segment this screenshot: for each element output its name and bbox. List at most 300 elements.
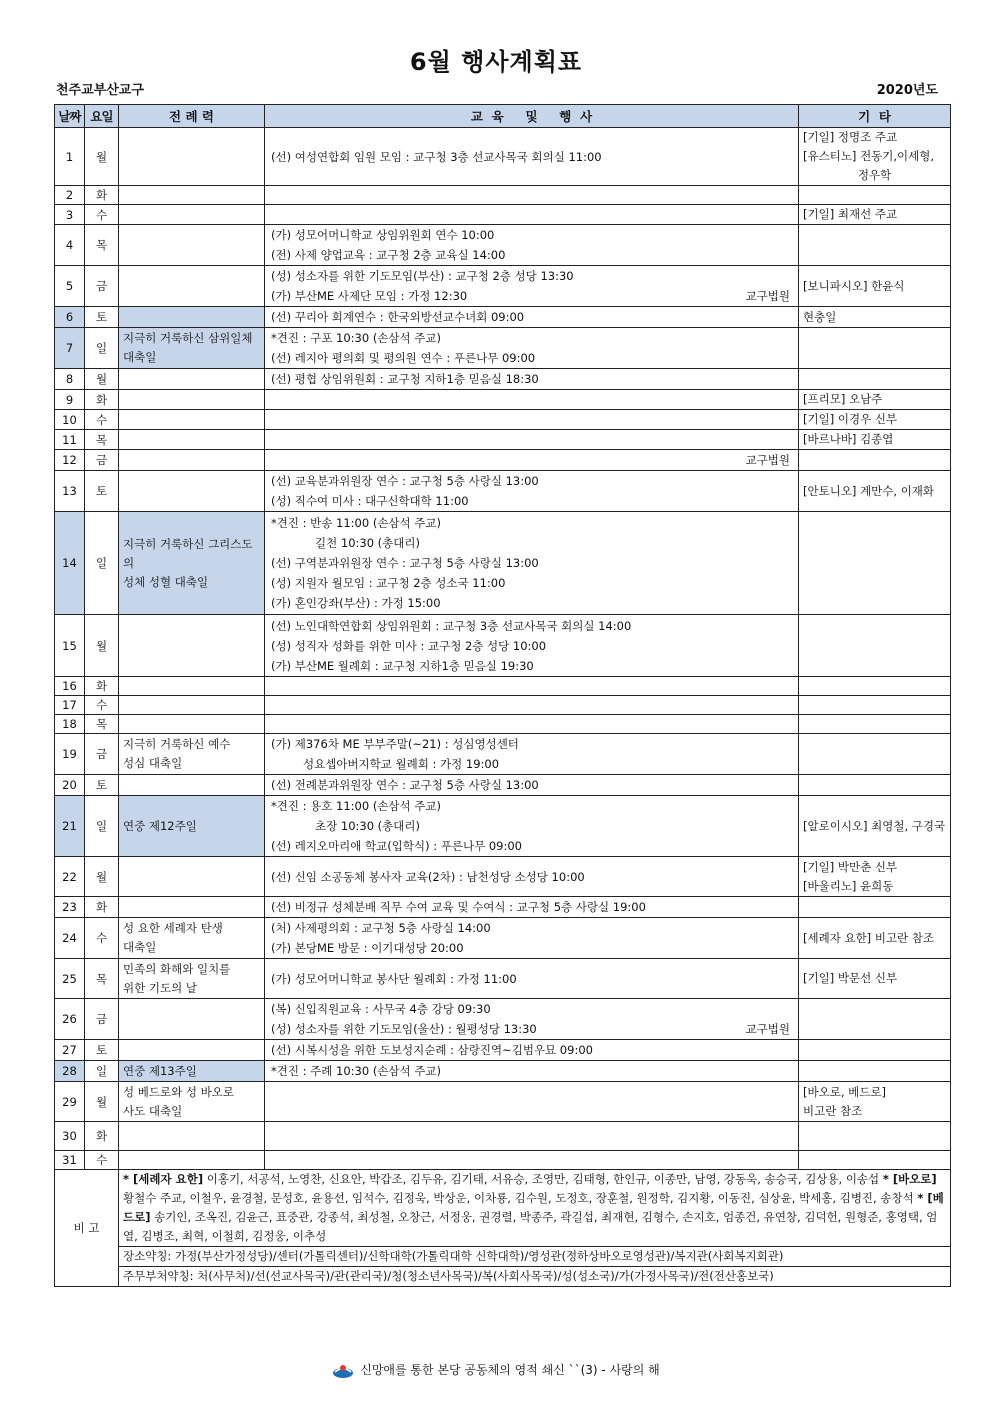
cell-line (269, 471, 794, 491)
cell-line: 연중 제13주일 (123, 1063, 197, 1078)
events-cell (265, 450, 799, 471)
etc-cell (799, 918, 951, 959)
remarks-star-peter: * [베드로] (123, 1191, 944, 1224)
weekday-cell: 화 (85, 390, 119, 410)
table-row (55, 266, 951, 307)
etc-cell (799, 1151, 951, 1170)
table-row (55, 857, 951, 897)
etc-cell (799, 369, 951, 390)
schedule-table (54, 104, 951, 1287)
organization-name: 천주교부산교구 (56, 83, 144, 98)
etc-cell (799, 430, 951, 450)
cell-line: 비고란 참조 (803, 1103, 863, 1118)
weekday-cell: 수 (85, 696, 119, 715)
cell-line (269, 999, 794, 1019)
cell-line (269, 348, 794, 368)
etc-cell (799, 471, 951, 512)
weekday-cell: 일 (85, 328, 119, 369)
cell-line: [세례자 요한] 비고란 참조 (803, 930, 935, 945)
events-cell (265, 430, 799, 450)
event-text: (선) 신임 소공동체 봉사자 교육(2차) : 남천성당 소성당 10:00 (271, 869, 585, 884)
events-cell (265, 328, 799, 369)
date-cell: 5 (55, 266, 85, 307)
liturgy-cell (119, 430, 265, 450)
cell-line (269, 969, 794, 989)
weekday-cell: 금 (85, 999, 119, 1040)
events-cell (265, 307, 799, 328)
footer (0, 1361, 992, 1379)
cell-line: 지극히 거룩하신 삼위일체 (123, 331, 253, 345)
table-row (55, 1082, 951, 1122)
cell-line: 성 요한 세례자 탄생 (123, 921, 223, 935)
events-cell (265, 796, 799, 857)
date-cell: 25 (55, 959, 85, 999)
weekday-cell: 목 (85, 959, 119, 999)
etc-cell (799, 307, 951, 328)
cell-line (269, 897, 794, 917)
remarks-names-john: 이홍기, 서공석, 노영찬, 신요안, 박갑조, 김두유, 김기태, 서유승, 조영만, 김태형, 한인규, 이종만, 남영, 강동욱, 송승국, 김상용, 이송섭 (203, 1172, 883, 1186)
cell-line: 성 베드로와 성 바오로 (123, 1084, 234, 1099)
cell-line (269, 775, 794, 795)
event-text: (가) 부산ME 사제단 모임 : 가정 12:30 (271, 289, 468, 303)
weekday-cell: 토 (85, 471, 119, 512)
date-cell: 15 (55, 615, 85, 677)
events-cell (265, 959, 799, 999)
liturgy-cell (119, 775, 265, 796)
liturgy-cell (119, 512, 265, 615)
weekday-cell: 월 (85, 369, 119, 390)
column-header-weekday: 요일 (85, 105, 119, 128)
column-header-date: 날짜 (55, 105, 85, 128)
weekday-cell: 토 (85, 775, 119, 796)
cell-line: [알로이시오] 최영철, 구경국 (803, 818, 946, 833)
etc-cell (799, 186, 951, 205)
table-row (55, 775, 951, 796)
liturgy-cell (119, 918, 265, 959)
date-cell: 27 (55, 1040, 85, 1061)
cell-line: 대축일 (123, 940, 157, 954)
column-header-events: 교 육 및 행 사 (265, 105, 799, 128)
liturgy-cell (119, 696, 265, 715)
event-text: (선) 교육분과위원장 연수 : 교구청 5층 사랑실 13:00 (271, 474, 539, 488)
etc-cell (799, 1082, 951, 1122)
diocese-logo-icon (332, 1363, 354, 1379)
cell-line: [기일] 이경우 신부 (803, 412, 898, 426)
liturgy-cell (119, 390, 265, 410)
cell-line: 지극히 거룩하신 그리스도의 (123, 536, 253, 570)
cell-line (269, 656, 794, 676)
liturgy-cell (119, 715, 265, 734)
weekday-cell: 화 (85, 677, 119, 696)
cell-line: [기일] 최재선 주교 (803, 207, 898, 221)
events-cell (265, 369, 799, 390)
weekday-cell: 수 (85, 205, 119, 225)
date-cell: 6 (55, 307, 85, 328)
court-note: 교구법원 (745, 1022, 790, 1036)
cell-line: [안토니오] 계만수, 이재화 (803, 483, 935, 498)
table-row (55, 999, 951, 1040)
cell-line (269, 245, 794, 265)
etc-cell (799, 734, 951, 775)
date-cell: 9 (55, 390, 85, 410)
event-text: (복) 신입직원교육 : 사무국 4층 강당 09:30 (271, 1002, 491, 1016)
events-cell (265, 390, 799, 410)
etc-cell (799, 775, 951, 796)
table-row (55, 328, 951, 369)
events-cell (265, 1061, 799, 1082)
event-text: (가) 본당ME 방문 : 이기대성당 20:00 (271, 941, 464, 955)
event-text: (선) 레지아 평의회 및 평의원 연수 : 푸른나무 09:00 (271, 351, 536, 365)
date-cell: 20 (55, 775, 85, 796)
events-cell (265, 999, 799, 1040)
cell-line (269, 147, 794, 167)
etc-cell (799, 390, 951, 410)
remarks-place-abbreviations: 장소약칭: 가정(부산가정성당)/센터(가톨릭센터)/신학대학(가톨릭대학 신학대학)/영성관(정하상바오로영성관)/복지관(사회복지회관) (119, 1247, 951, 1267)
cell-line (269, 593, 794, 613)
event-text: (가) 제376차 ME 부부주말(~21) : 성심영성센터 (271, 737, 519, 751)
table-row (55, 715, 951, 734)
cell-line: 사도 대축일 (123, 1103, 183, 1118)
liturgy-cell (119, 307, 265, 328)
events-cell (265, 696, 799, 715)
cell-line: 연중 제12주일 (123, 818, 197, 833)
court-note: 교구법원 (745, 453, 790, 467)
liturgy-cell (119, 897, 265, 918)
cell-line (269, 754, 794, 774)
column-header-liturgy: 전 례 력 (119, 105, 265, 128)
year-label: 2020년도 (876, 83, 938, 98)
events-cell (265, 1151, 799, 1170)
liturgy-cell (119, 1122, 265, 1151)
event-text: (선) 꾸리아 회계연수 : 한국외방선교수녀회 09:00 (271, 310, 525, 324)
table-row (55, 1122, 951, 1151)
date-cell: 1 (55, 128, 85, 186)
events-cell (265, 266, 799, 307)
date-cell: 10 (55, 410, 85, 430)
table-row (55, 471, 951, 512)
liturgy-cell (119, 205, 265, 225)
cell-line (269, 286, 794, 306)
weekday-cell: 월 (85, 615, 119, 677)
weekday-cell: 수 (85, 1151, 119, 1170)
events-cell (265, 734, 799, 775)
weekday-cell: 월 (85, 1082, 119, 1122)
liturgy-cell (119, 225, 265, 266)
event-text: (선) 비정규 성체분배 직무 수여 교육 및 수여식 : 교구청 5층 사랑실 19:00 (271, 900, 646, 914)
cell-line (269, 796, 794, 816)
table-row (55, 205, 951, 225)
table-row (55, 1061, 951, 1082)
weekday-cell: 수 (85, 410, 119, 430)
cell-line (269, 816, 794, 836)
cell-line: [기일] 정명조 주교 (803, 130, 898, 144)
event-text: (선) 노인대학연합회 상임위원회 : 교구청 3층 선교사목국 회의실 14:00 (271, 618, 632, 633)
etc-cell (799, 1040, 951, 1061)
date-cell: 24 (55, 918, 85, 959)
date-cell: 23 (55, 897, 85, 918)
weekday-cell: 화 (85, 186, 119, 205)
cell-line: [바오로, 베드로] (803, 1084, 886, 1099)
event-text: (성) 성소자를 위한 기도모임(울산) : 월평성당 13:30 (271, 1022, 537, 1036)
etc-cell (799, 715, 951, 734)
cell-line (269, 450, 794, 470)
events-cell (265, 471, 799, 512)
weekday-cell: 월 (85, 857, 119, 897)
liturgy-cell (119, 734, 265, 775)
remarks-names-paul: 황철수 주교, 이철우, 윤경철, 문성호, 윤용선, 임석수, 김정욱, 박상운, 이차룡, 김수원, 도정호, 장훈철, 원정학, 김지황, 이동진, 심상윤, 박세홍, 김병진, 송창석 (123, 1191, 918, 1205)
date-cell: 26 (55, 999, 85, 1040)
weekday-cell: 화 (85, 1122, 119, 1151)
events-cell (265, 205, 799, 225)
cell-line (269, 553, 794, 573)
date-cell: 21 (55, 796, 85, 857)
weekday-cell: 일 (85, 1061, 119, 1082)
liturgy-cell (119, 186, 265, 205)
cell-line (269, 225, 794, 245)
table-row (55, 225, 951, 266)
table-row (55, 959, 951, 999)
events-cell (265, 1040, 799, 1061)
table-header-row (55, 105, 951, 128)
table-row (55, 1040, 951, 1061)
event-text: (선) 레지오마리애 학교(입학식) : 푸른나무 09:00 (271, 839, 522, 853)
date-cell: 11 (55, 430, 85, 450)
events-cell (265, 775, 799, 796)
liturgy-cell (119, 796, 265, 857)
etc-cell (799, 450, 951, 471)
cell-line: [프리모] 오남주 (803, 392, 883, 406)
weekday-cell: 월 (85, 128, 119, 186)
remarks-row-places (55, 1247, 951, 1267)
event-text: (선) 전례분과위원장 연수 : 교구청 5층 사랑실 13:00 (271, 778, 539, 792)
event-text: (선) 평협 상임위원회 : 교구청 지하1층 믿음실 18:30 (271, 372, 539, 386)
etc-cell (799, 328, 951, 369)
cell-line (269, 616, 794, 636)
weekday-cell: 화 (85, 897, 119, 918)
event-text: (선) 구역분과위원장 연수 : 교구청 5층 사랑실 13:00 (271, 556, 539, 570)
etc-cell (799, 857, 951, 897)
cell-line: 지극히 거룩하신 예수 (123, 737, 231, 751)
table-row (55, 796, 951, 857)
etc-cell (799, 512, 951, 615)
events-cell (265, 897, 799, 918)
event-text: (가) 성모어머니학교 상임위원회 연수 10:00 (271, 228, 495, 242)
cell-line (269, 1061, 794, 1081)
cell-line: 현충일 (803, 309, 837, 324)
cell-line: 성심 대축일 (123, 756, 183, 770)
table-row (55, 430, 951, 450)
events-cell (265, 715, 799, 734)
etc-cell (799, 1122, 951, 1151)
table-row (55, 677, 951, 696)
event-text: (성) 지원자 월모임 : 교구청 2층 성소국 11:00 (271, 576, 506, 590)
weekday-cell: 금 (85, 734, 119, 775)
cell-line (269, 938, 794, 958)
etc-cell (799, 1061, 951, 1082)
weekday-cell: 일 (85, 512, 119, 615)
date-cell: 30 (55, 1122, 85, 1151)
event-text: 초장 10:30 (총대리) (315, 819, 420, 833)
event-text: (가) 성모어머니학교 봉사단 월례회 : 가정 11:00 (271, 971, 517, 986)
date-cell: 13 (55, 471, 85, 512)
cell-line: 대축일 (123, 350, 157, 364)
table-row (55, 307, 951, 328)
cell-line: 정우학 (857, 168, 892, 182)
weekday-cell: 토 (85, 1040, 119, 1061)
etc-cell (799, 410, 951, 430)
events-cell (265, 677, 799, 696)
liturgy-cell (119, 677, 265, 696)
weekday-cell: 수 (85, 918, 119, 959)
date-cell: 19 (55, 734, 85, 775)
liturgy-cell (119, 999, 265, 1040)
cell-line (269, 1040, 794, 1060)
table-row (55, 918, 951, 959)
event-text: *견진 : 구포 10:30 (손삼석 주교) (271, 331, 441, 345)
cell-line (269, 1019, 794, 1039)
date-cell: 28 (55, 1061, 85, 1082)
table-row (55, 410, 951, 430)
etc-cell (799, 897, 951, 918)
etc-cell (799, 696, 951, 715)
event-text: (전) 사제 양업교육 : 교구청 2층 교육실 14:00 (271, 248, 506, 262)
date-cell: 17 (55, 696, 85, 715)
events-cell (265, 225, 799, 266)
liturgy-cell (119, 266, 265, 307)
events-cell (265, 128, 799, 186)
remarks-star-paul: * [바오로] (882, 1172, 937, 1186)
weekday-cell: 토 (85, 307, 119, 328)
date-cell: 18 (55, 715, 85, 734)
cell-line: [유스티노] 전동기,이세형, (803, 149, 935, 163)
cell-line (269, 491, 794, 511)
cell-line (269, 918, 794, 938)
date-cell: 14 (55, 512, 85, 615)
events-cell (265, 1082, 799, 1122)
liturgy-cell (119, 1151, 265, 1170)
column-header-etc: 기 타 (799, 105, 951, 128)
liturgy-cell (119, 450, 265, 471)
date-cell: 31 (55, 1151, 85, 1170)
table-row (55, 390, 951, 410)
cell-line (269, 867, 794, 887)
cell-line: [바르나바] 김종엽 (803, 432, 894, 446)
court-note: 교구법원 (745, 289, 790, 303)
liturgy-cell (119, 959, 265, 999)
remarks-star-john: * [세례자 요한] (123, 1172, 204, 1186)
event-text: (가) 부산ME 월례회 : 교구청 지하1층 믿음실 19:30 (271, 658, 534, 673)
liturgy-cell (119, 857, 265, 897)
footer-slogan: 신망애를 통한 본당 공동체의 영적 쇄신 ``(3) - 사랑의 해 (360, 1363, 660, 1377)
events-cell (265, 918, 799, 959)
cell-line (269, 573, 794, 593)
table-row (55, 128, 951, 186)
cell-line: [보니파시오] 한윤식 (803, 278, 905, 293)
cell-line (269, 533, 794, 553)
liturgy-cell (119, 1061, 265, 1082)
table-row (55, 512, 951, 615)
event-text: (가) 혼인강좌(부산) : 가정 15:00 (271, 596, 441, 610)
page-title: 6월 행사계획표 (409, 48, 583, 76)
event-text: 길천 10:30 (총대리) (315, 536, 420, 550)
table-row (55, 369, 951, 390)
cell-line: 민족의 화해와 일치를 (123, 961, 231, 976)
date-cell: 8 (55, 369, 85, 390)
cell-line (269, 266, 794, 286)
events-cell (265, 186, 799, 205)
etc-cell (799, 205, 951, 225)
date-cell: 29 (55, 1082, 85, 1122)
cell-line (269, 636, 794, 656)
cell-line (269, 369, 794, 389)
event-text: *견진 : 반송 11:00 (손삼석 주교) (271, 516, 441, 530)
cell-line: [기일] 박만춘 신부 (803, 859, 898, 874)
etc-cell (799, 796, 951, 857)
remarks-department-abbreviations: 주무부처약칭: 처(사무처)/선(선교사목국)/관(관리국)/청(청소년사목국)/복(사회사목국)/성(성소국)/가(가정사목국)/전(전산홍보국) (119, 1267, 951, 1287)
event-text: 성요셉아버지학교 월례회 : 가정 19:00 (303, 757, 500, 771)
cell-line: [기일] 박문선 신부 (803, 971, 898, 985)
table-row (55, 897, 951, 918)
liturgy-cell (119, 1040, 265, 1061)
etc-cell (799, 128, 951, 186)
table-row (55, 1151, 951, 1170)
event-text: (처) 사제평의회 : 교구청 5층 사랑실 14:00 (271, 921, 491, 935)
events-cell (265, 1122, 799, 1151)
remarks-row-names (55, 1170, 951, 1247)
etc-cell (799, 677, 951, 696)
date-cell: 4 (55, 225, 85, 266)
remarks-feast-names (119, 1170, 951, 1247)
event-text: (성) 성소자를 위한 기도모임(부산) : 교구청 2층 성당 13:30 (271, 269, 574, 283)
etc-cell (799, 959, 951, 999)
liturgy-cell (119, 128, 265, 186)
table-body (55, 128, 951, 1170)
date-cell: 12 (55, 450, 85, 471)
date-cell: 2 (55, 186, 85, 205)
event-text: *견진 : 주례 10:30 (손삼석 주교) (271, 1064, 441, 1078)
remarks-row-departments (55, 1267, 951, 1287)
cell-line: [바울리노] 윤희동 (803, 878, 894, 893)
weekday-cell: 금 (85, 450, 119, 471)
table-row (55, 734, 951, 775)
table-row (55, 186, 951, 205)
liturgy-cell (119, 1082, 265, 1122)
cell-line (269, 836, 794, 856)
cell-line: 위한 기도의 날 (123, 980, 197, 995)
remarks-names-peter: 송기인, 조옥진, 김윤근, 표중관, 강종석, 최성철, 오창근, 서정웅, 권경렬, 박종주, 곽길섭, 최재현, 김형수, 손지호, 엄종건, 유연창, 김덕헌, 원형준, 홍영택, 엄열, 김병조, 최혁, 이철희, 김정웅, 이추성 (123, 1210, 938, 1243)
cell-line (269, 513, 794, 533)
weekday-cell: 금 (85, 266, 119, 307)
date-cell: 7 (55, 328, 85, 369)
table-row (55, 450, 951, 471)
weekday-cell: 일 (85, 796, 119, 857)
date-cell: 16 (55, 677, 85, 696)
liturgy-cell (119, 615, 265, 677)
cell-line (269, 307, 794, 327)
table-row (55, 696, 951, 715)
events-cell (265, 410, 799, 430)
etc-cell (799, 225, 951, 266)
liturgy-cell (119, 369, 265, 390)
liturgy-cell (119, 410, 265, 430)
cell-line (269, 734, 794, 754)
liturgy-cell (119, 328, 265, 369)
etc-cell (799, 615, 951, 677)
cell-line: 성체 성혈 대축일 (123, 574, 209, 589)
weekday-cell: 목 (85, 430, 119, 450)
weekday-cell: 목 (85, 715, 119, 734)
events-cell (265, 512, 799, 615)
